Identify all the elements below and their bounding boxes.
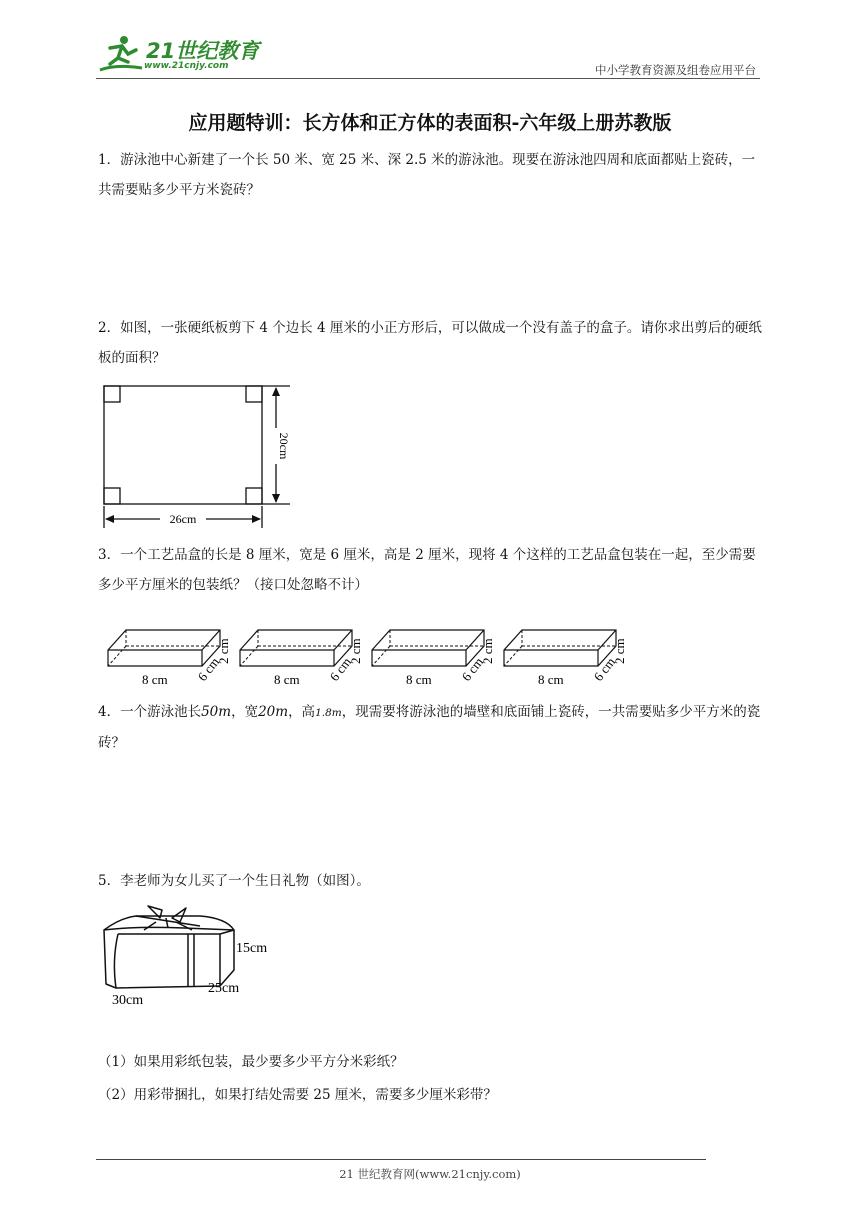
height-label: 20cm [277,432,291,460]
width-label: 6 cm [326,654,355,684]
question-number: 3． [98,547,121,563]
logo-url: www.21cnjy.com [144,61,229,71]
box-3 [372,630,495,687]
question-3 [98,540,762,600]
question-number: 1． [98,152,121,168]
question-text: 李老师为女儿买了一个生日礼物（如图）。 [120,873,370,889]
question-1 [98,145,762,205]
value-width: 20m [258,704,289,720]
runner-icon [96,34,148,78]
logo-text: 21世纪教育 [146,39,260,63]
question-text: 一个工艺品盒的长是 8 厘米，宽是 6 厘米，高是 2 厘米，现将 4 个这样的工艺品盒包装在一起，至少需要多少平方厘米的包装纸？（接口处忽略不计） [98,547,756,593]
length-label: 8 cm [406,672,432,687]
width-label: 26cm [169,512,197,526]
question-5-part-2: （2）用彩带捆扎，如果打结处需要 25 厘米，需要多少厘米彩带？ [98,1087,497,1103]
question-5 [98,866,762,896]
page-title: 应用题特训：长方体和正方体的表面积-六年级上册苏教版 [188,112,672,134]
boxes-figure [104,612,644,690]
question-text: ，宽 [231,704,259,720]
question-5-part-1: （1）如果用彩纸包装，最少要多少平方分米彩纸？ [98,1054,404,1070]
question-text: ，高 [288,704,316,720]
height-label: 15cm [236,941,268,956]
header-divider [96,78,760,79]
value-length: 50m [201,704,232,720]
box-1 [108,630,231,687]
question-number: 2． [98,320,121,336]
box-2 [240,630,363,687]
height-label: 2 cm [612,638,627,664]
value-height: 1.8m [315,707,342,719]
width-label: 6 cm [194,654,223,684]
height-label: 2 cm [348,638,363,664]
box-4 [504,630,627,687]
question-number: 5． [98,873,121,889]
question-text: 游泳池中心新建了一个长 50 米、宽 25 米、深 2.5 米的游泳池。现要在游泳池四周和底面都贴上瓷砖，一共需要贴多少平方米瓷砖？ [98,152,756,198]
question-text: ，现需要将游泳池的墙壁和底面铺上瓷砖，一共需要贴多少平方米的瓷砖？ [98,704,761,751]
question-4 [98,697,762,758]
length-label: 8 cm [538,672,564,687]
depth-label: 25cm [208,981,240,996]
gift-figure [96,900,296,1008]
length-label: 8 cm [142,672,168,687]
site-logo [96,34,266,80]
question-number: 4． [98,704,121,720]
question-text: 如图，一张硬纸板剪下 4 个边长 4 厘米的小正方形后，可以做成一个没有盖子的盒子。请你求出剪后的硬纸板的面积？ [98,320,762,366]
cardboard-figure [96,378,296,530]
footer-text: 21 世纪教育网(www.21cnjy.com) [339,1167,521,1181]
header-platform-text: 中小学教育资源及组卷应用平台 [595,63,756,77]
width-label: 6 cm [590,654,619,684]
height-label: 2 cm [216,638,231,664]
height-label: 2 cm [480,638,495,664]
footer-divider [96,1159,706,1160]
width-label: 6 cm [458,654,487,684]
question-2 [98,313,762,373]
length-label: 8 cm [274,672,300,687]
question-text: 一个游泳池长 [120,704,202,720]
length-label: 30cm [112,993,144,1008]
